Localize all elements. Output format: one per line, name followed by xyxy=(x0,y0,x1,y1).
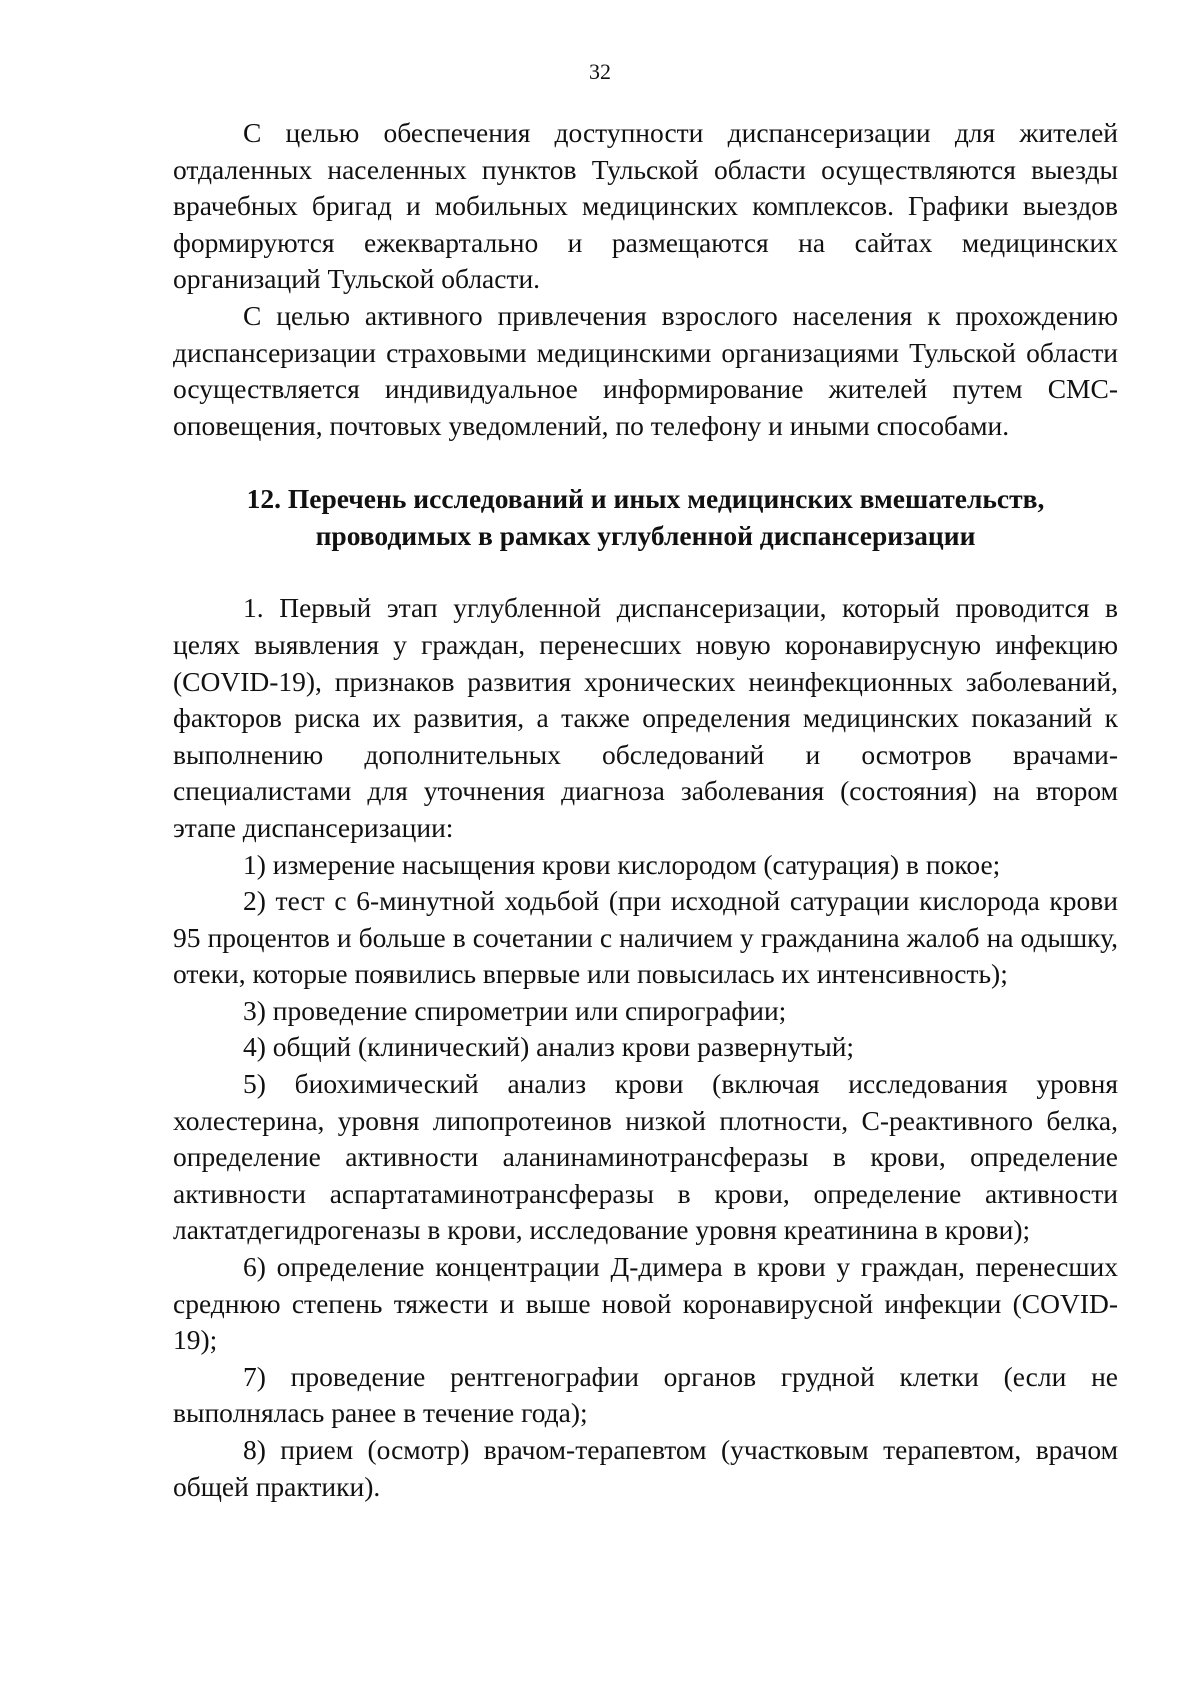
list-item-1: 1) измерение насыщения крови кислородом (сатурация) в покое; xyxy=(243,848,1001,880)
list-item-6: 6) определение концентрации Д-димера в крови у граждан, перенесших среднюю степень тяжести и выше новой коронавирусной инфекции (COVID-19); xyxy=(173,1251,1118,1356)
page-number: 32 xyxy=(589,59,611,84)
section-heading-line-1: 12. Перечень исследований и иных медицинских вмешательств, xyxy=(246,483,1045,515)
list-item-3: 3) проведение спирометрии или спирографии; xyxy=(243,994,787,1026)
document-body xyxy=(173,115,1118,1505)
list-item-2: 2) тест с 6-минутной ходьбой (при исходной сатурации кислорода крови 95 процентов и больше в сочетании с наличием у гражданина жалоб на одышку, отеки, которые появились впервые или повысилась их интенсивность); xyxy=(173,885,1118,990)
list-item-7: 7) проведение рентгенографии органов грудной клетки (если не выполнялась ранее в течение года); xyxy=(173,1360,1118,1429)
intro-paragraph-1: С целью обеспечения доступности диспансеризации для жителей отдаленных населенных пунктов Тульской области осуществляются выезды врачебных бригад и мобильных медицинских комплексов. Графики выездов формируются ежеквартально и размещаются на сайтах медицинских организаций Тульской области. xyxy=(173,117,1118,295)
section-heading xyxy=(173,480,1118,554)
list-item-5: 5) биохимический анализ крови (включая исследования уровня холестерина, уровня липопротеинов низкой плотности, С-реактивного белка, определение активности аланинаминотрансферазы в крови, определение активности аспартатаминотрансферазы в крови, определение активности лактатдегидрогеназы в крови, исследование уровня креатинина в крови); xyxy=(173,1068,1118,1246)
section-heading-line-2: проводимых в рамках углубленной диспансеризации xyxy=(315,520,976,552)
list-item-4: 4) общий (клинический) анализ крови развернутый; xyxy=(243,1031,855,1063)
intro-paragraph-2: С целью активного привлечения взрослого населения к прохождению диспансеризации страховыми медицинскими организациями Тульской области осуществляется индивидуальное информирование жителей путем СМС-оповещения, почтовых уведомлений, по телефону и иными способами. xyxy=(173,299,1118,441)
list-item-8: 8) прием (осмотр) врачом-терапевтом (участковым терапевтом, врачом общей практики). xyxy=(173,1434,1118,1502)
main-paragraph-1: 1. Первый этап углубленной диспансеризации, который проводится в целях выявления у граждан, перенесших новую коронавирусную инфекцию (COVID-19), признаков развития хронических неинфекционных заболеваний, факторов риска их развития, а также определения медицинских показаний к выполнению дополнительных обследований и осмотров врачами-специалистами для уточнения диагноза заболевания (состояния) на втором этапе диспансеризации: xyxy=(173,592,1118,843)
